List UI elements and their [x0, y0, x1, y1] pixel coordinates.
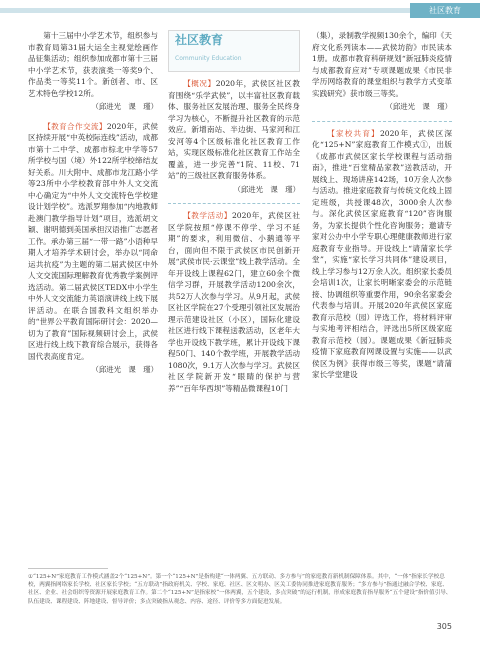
author-credit: （邱进光 课 瑾） — [91, 102, 158, 111]
paragraph: （集），录制教学视频130余个，编印《天府文化系列读本——武侯坊韵》市民读本1册。成都市教育科研规划“新冠肺炎疫情与成都教育应对”专项课题成果《市民非学历网络教育的课堂组织与教学方式变革实践研究》获市级三等奖。 — [312, 31, 452, 98]
page-header — [0, 0, 480, 18]
column-left — [28, 30, 158, 384]
footnote — [28, 568, 452, 606]
section-heading: 【教育合作交流】 — [43, 121, 107, 131]
paragraph — [168, 78, 300, 182]
author-credit: （邱进光 课 瑾） — [91, 365, 158, 374]
paragraph-text: 2020年，武侯区社区教育围绕“乐学武侯”，以丰富社区教育载体、服务社区发展治理、服务全民终身学习为核心，不断提升社区教育的示范效应。新增南站、半边街、马家河和江安河等4个区级标准化社区教育工作站，实现区级标准化社区教育工作站全覆盖，进一步完善“1院、11校、71站”的三级社区教育服务体系。 — [168, 79, 301, 180]
section-tab: 社区教育 — [410, 3, 480, 18]
section-logo — [168, 30, 300, 72]
section-heading: 【家校共育】 — [327, 128, 380, 138]
paragraph-text: 2020年，武侯区社区学院按照“停课不停学、学习不延期”的要求，利用微信、小鹅通等平台，面向但不限于武侯区市民创新开展“武侯市民·云课堂”线上教学活动。全年开设线上课程62门，建立60余个微信学习群，开展教学活动1200余次，共52万人次参与学习。从9月起，武侯区社区学院在27个受理引领社区发展治理示范建设社区（小区），国际化建设社区进行线下课程送教活动，区老年大学也开设线下教学班，累计开设线下课程50门、140个教学班，开展教学活动1080次，9.1万人次参与学习。武侯区社区学院新开发“眼睛的保护与营养”“百年华西坝”等精品微课程10门 — [168, 211, 301, 393]
logo-title: 社区教育 — [175, 33, 224, 47]
paragraph — [312, 128, 452, 381]
header-decor-bar — [0, 8, 410, 13]
dashed-divider — [168, 203, 300, 204]
author-credit: （邱进光 课 瑾） — [233, 184, 300, 194]
paragraph — [168, 210, 300, 394]
paragraph-text: 2020年，武侯区持续开展“中英校际连线”活动，成都市第十二中学、成都市棕北中学等57所学校与国（境）外122所学校缔结友好关系。川大附中、成都市龙江路小学等23所中小学校教育部中外人文交流中心确定为“中外人文交流特色学校建设计划学校”。选派罗翔参加“内地教师赴澳门教学指导计划”项目，选派胡文颖、谢明德到美国承担汉语推广志愿者工作。承办第三届“一带一路”小语种早期人才培养学术研讨会，举办以“同命运共抗疫”为主题的第二届武侯区中外人文交流国际理解教育优秀教学案例评选活动。第二届武侯区TEDX中小学生中外人文交流能力英语演讲线上线下展评活动。在联合国教科文组织举办的“世界公平教育国际研讨会：2020—切为了教育”国际视频研讨会上，武侯区进行线上线下教育综合展示，获得各国代表高度肯定。 — [28, 121, 158, 361]
section-heading: 【教学活动】 — [183, 211, 232, 220]
column-middle — [168, 30, 300, 394]
dashed-divider — [312, 121, 452, 122]
page-number: 305 — [436, 622, 452, 631]
logo-subtitle: Community Education — [175, 55, 242, 62]
author-credit: （邱进光 课 瑾） — [385, 102, 452, 111]
column-right — [312, 30, 452, 381]
section-heading: 【概况】 — [183, 79, 216, 88]
footnote-text: ①“125+N”家庭教育工作模式涵盖2个“125+N”。第一个“125+N”是指构建“一体两翼、五方联动、多方参与”的家庭教育新机制保障体系。其中，“一体”指家长学校总校，两翼指网络家长学校、社区家长学校；“五方联动”指政府机关、学校、家庭、社区、区文明办、区关工委协同推进家庭教育服务；“多方参与”指通过融合学校、家庭、社区、企业、社会组织等资源开展家庭教育工作。第二个“125+N”是指家校“一体两翼，五个建设，多点突破”的运行机制，形成家庭教育指导服务“五个建设”指价值引导、队伍建设、课程建设、阵地建设、督导评价；多点突破指从观念、内容、途径、评价等多方面促进发展。 — [28, 574, 452, 605]
paragraph-text: 2020年，武侯区深化“125+N”家庭教育工作模式①，出版《成都市武侯区家长学校课程与活动指南》，推进“百堂精品家教”送教活动，开展线上、现场讲座142场，10万余人次参与活动。推进家庭教育与传统文化线上固定班级，共授课48次，3000余人次参与。深化武侯区家庭教育“120”咨询服务，为家长提供个性化咨询服务；邀请专家对公办中小学专职心理健康教师进行家庭教育专业指导。开设线上“请蒲家长学堂”，实施“家长学习共同体”建设项目，线上学习参与12万余人次。组织家长委员会培训1次，让家长明晰家委会的示范链接、协调组织等重要作用，90余名家委会代表参与培训。开展2020年武侯区家庭教育示范校（园）评选工作，将材料评审与实地考评相结合，评选出5所区级家庭教育示范校（园）。课题成果《新冠肺炎疫情下家庭教育网课设置与实施——以武侯区为例》获得市级三等奖，课题“请蒲家长学堂建设 — [312, 128, 453, 379]
paragraph: 第十三届中小学艺术节，组织参与市教育局第31届大运全主视觉绘画作品征集活动；组织参加成都市第十三届中小学艺术节，获表演类一等奖9个、作品类一等奖11个。新创者、市、区艺术特色学校12所。 — [28, 31, 158, 98]
footnote-rule — [28, 568, 108, 569]
paragraph — [28, 121, 158, 363]
